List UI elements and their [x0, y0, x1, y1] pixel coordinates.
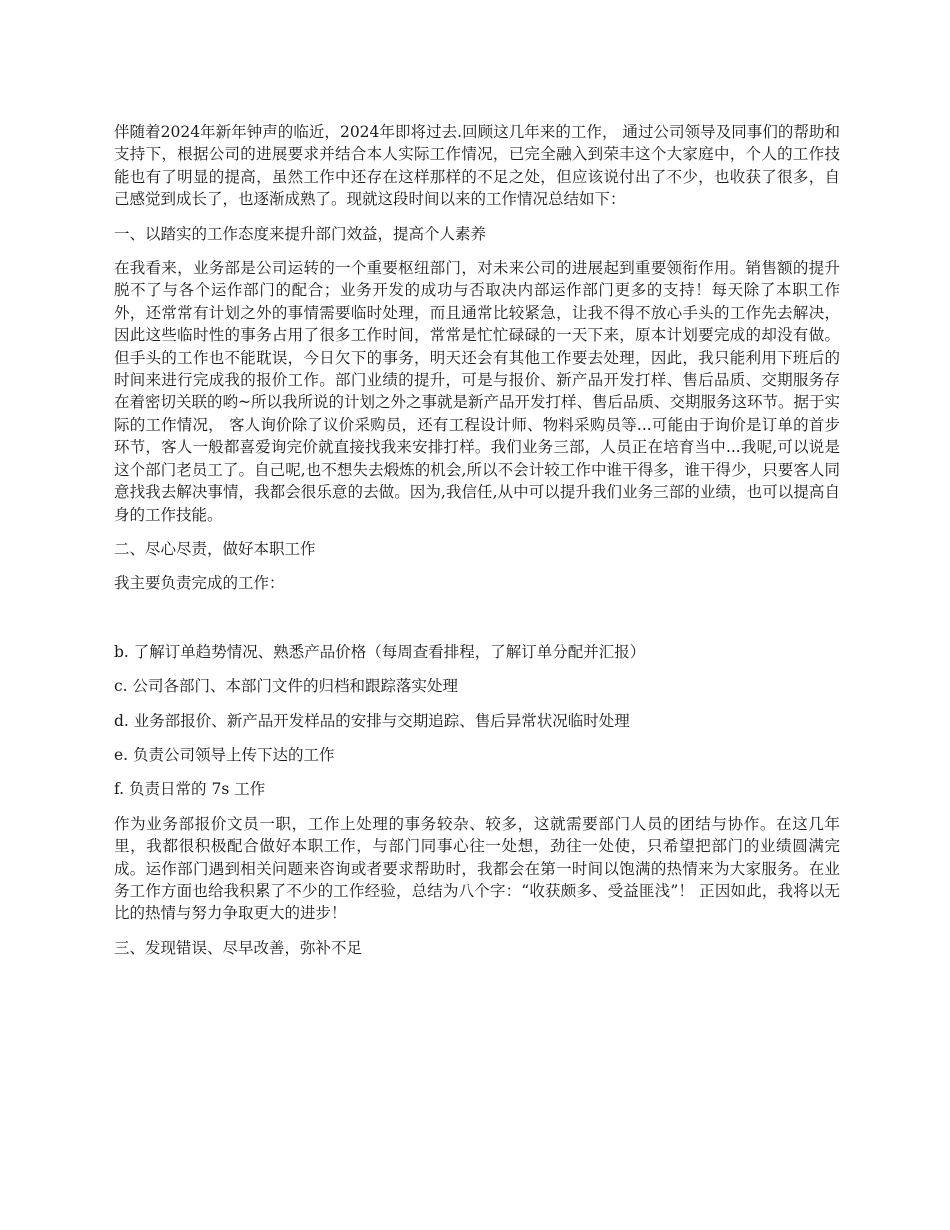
intro-paragraph: 伴随着2024年新年钟声的临近，2024年即将过去.回顾这几年来的工作， 通过公司领导及同事们的帮助和支持下，根据公司的进展要求并结合本人实际工作情况，已完全融入到荣丰这个大家庭中，个人的工作技能也有了明显的提高，虽然工作中还存在这样那样的不足之处，但应该说付出了不少，也收获了很多，自己感觉到成长了，也逐渐成熟了。现就这段时间以来的工作情况总结如下： — [114, 123, 840, 209]
task-item-f: f. 负责日常的 7s 工作 — [114, 780, 266, 799]
document-page — [114, 121, 840, 971]
blank-space — [114, 607, 840, 641]
section-1-heading: 一、以踏实的工作态度来提升部门效益，提高个人素养 — [114, 224, 487, 243]
task-item-d: d. 业务部报价、新产品开发样品的安排与交期追踪、售后异常状况临时处理 — [114, 711, 630, 730]
task-item-b: b. 了解订单趋势情况、熟悉产品价格（每周查看排程，了解订单分配并汇报） — [114, 642, 646, 661]
task-item-e: e. 负责公司领导上传下达的工作 — [114, 745, 335, 764]
section-2-heading: 二、尽心尽责，做好本职工作 — [114, 539, 316, 558]
task-list — [114, 641, 840, 801]
section-2-paragraph: 作为业务部报价文员一职，工作上处理的事务较杂、较多，这就需要部门人员的团结与协作。在这几年里，我都很积极配合做好本职工作，与部门同事心往一处想，劲往一处使，只希望把部门的业绩圆满完成。运作部门遇到相关问题来咨询或者要求帮助时，我都会在第一时间以饱满的热情来为大家服务。在业务工作方面也给我积累了不少的工作经验，总结为八个字：“收获颇多、受益匪浅”！ 正因如此，我将以无比的热情与努力争取更大的进步！ — [114, 814, 840, 923]
section-1-paragraph: 在我看来，业务部是公司运转的一个重要枢纽部门，对未来公司的进展起到重要领衔作用。销售额的提升脱不了与各个运作部门的配合；业务开发的成功与否取决内部运作部门更多的支持！每天除了本职工作外，还常常有计划之外的事情需要临时处理，而且通常比较紧急，让我不得不放心手头的工作先去解决，因此这些临时性的事务占用了很多工作时间，常常是忙忙碌碌的一天下来，原本计划要完成的却没有做。但手头的工作也不能耽误，今日欠下的事务，明天还会有其他工作要去处理，因此，我只能利用下班后的时间来进行完成我的报价工作。部门业绩的提升，可是与报价、新产品开发打样、售后品质、交期服务存在着密切关联的哟~所以我所说的计划之外之事就是新产品开发打样、售后品质、交期服务这环节。据于实际的工作情况， 客人询价除了议价采购员，还有工程设计师、物料采购员等...可能由于询价是订单的首步环节，客人一般都喜爱询完价就直接找我来安排打样。我们业务三部，人员正在培育当中...我呢,可以说是这个部门老员工了。自己呢,也不想失去煅炼的机会,所以不会计较工作中谁干得多，谁干得少，只要客人同意找我去解决事情，我都会很乐意的去做。因为,我信任,从中可以提升我们业务三部的业绩，也可以提高自身的工作技能。 — [114, 259, 840, 524]
section-2-intro: 我主要负责完成的工作： — [114, 574, 285, 593]
task-item-c: c. 公司各部门、本部门文件的归档和跟踪落实处理 — [114, 677, 459, 696]
section-3-heading: 三、发现错误、尽早改善，弥补不足 — [114, 938, 363, 957]
